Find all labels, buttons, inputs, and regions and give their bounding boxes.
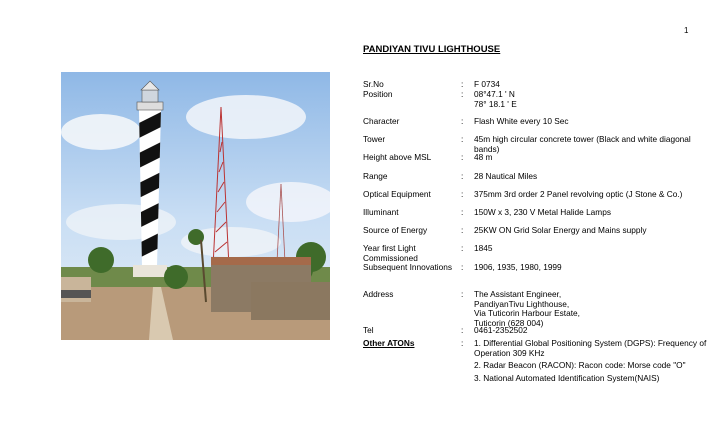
address-label: Address: [363, 289, 394, 299]
address-line: PandiyanTivu Lighthouse,: [474, 298, 570, 309]
innovations-label: Subsequent Innovations: [363, 262, 453, 272]
illuminant-label: Illuminant: [363, 207, 399, 217]
character-label: Character: [363, 116, 400, 126]
innovations-value: 1906, 1935, 1980, 1999: [474, 262, 562, 272]
year-value: 1845: [474, 243, 493, 253]
aton-item: 2. Radar Beacon (RACON): Racon code: Morse code "O": [474, 360, 686, 370]
height-label: Height above MSL: [363, 152, 432, 162]
character-value: Flash White every 10 Sec: [474, 116, 569, 126]
range-label: Range: [363, 171, 388, 181]
tel-label: Tel: [363, 325, 374, 335]
tower-label: Tower: [363, 134, 386, 144]
aton-item: 1. Differential Global Positioning System (DGPS): Frequency of Operation 309 KHz: [474, 338, 707, 358]
year-label: Year first Light Commissioned: [363, 243, 418, 263]
position-longitude: 78° 18.1 ' E: [474, 98, 517, 109]
energy-value: 25KW ON Grid Solar Energy and Mains supply: [474, 225, 647, 235]
address-line: Via Tuticorin Harbour Estate,: [474, 308, 580, 318]
illuminant-value: 150W x 3, 230 V Metal Halide Lamps: [474, 207, 611, 217]
range-value: 28 Nautical Miles: [474, 171, 538, 181]
page-title: PANDIYAN TIVU LIGHTHOUSE: [363, 44, 501, 55]
address-line: Tuticorin (628 004): [474, 317, 544, 328]
energy-label: Source of Energy: [363, 225, 428, 235]
position-label: Position: [363, 89, 393, 99]
sr-no-label: Sr.No: [363, 79, 384, 89]
tower-value: 45m high circular concrete tower (Black and white diagonal bands): [474, 134, 691, 154]
address-line: The Assistant Engineer,: [474, 289, 562, 299]
tel-value: 0461-2352502: [474, 325, 528, 335]
aton-item: 3. National Automated Identification System(NAIS): [474, 372, 660, 383]
other-atons-label: Other ATONs: [363, 338, 415, 348]
position-latitude: 08°47.1 ' N: [474, 89, 515, 99]
optical-label: Optical Equipment: [363, 189, 431, 199]
page-number: 1: [684, 26, 689, 35]
lighthouse-photo: [61, 72, 330, 340]
height-value: 48 m: [474, 152, 493, 162]
optical-value: 375mm 3rd order 2 Panel revolving optic (J Stone & Co.): [474, 189, 683, 199]
sr-no-value: F 0734: [474, 79, 500, 89]
